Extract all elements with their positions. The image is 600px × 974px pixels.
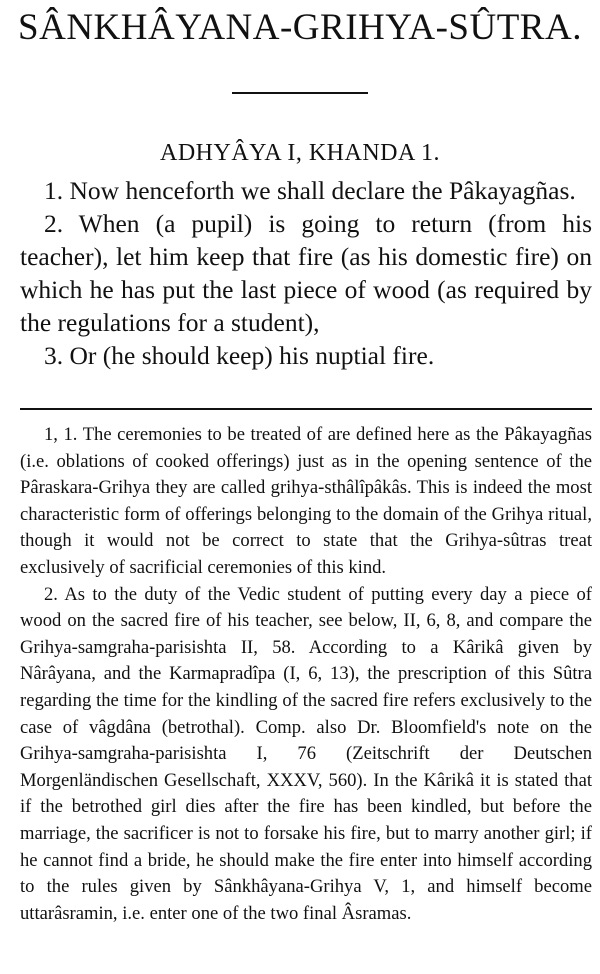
section-heading: ADHYÂYA I, KHANDA 1. xyxy=(160,140,440,166)
page-title: SÂNKHÂYANA-GRIHYA-SÛTRA. xyxy=(18,7,582,48)
sutra-2: 2. When (a pupil) is going to return (from his teacher), let him keep that fire (as his domestic fire) on which he has put the last piece of wood (as required by the regulations for a student), xyxy=(20,209,592,337)
footnotes xyxy=(20,422,592,927)
sutra-1: 1. Now henceforth we shall declare the Pâkayagñas. xyxy=(44,176,576,205)
sutra-text xyxy=(20,174,592,372)
footnote-2: 2. As to the duty of the Vedic student of putting every day a piece of wood on the sacred fire of his teacher, see below, II, 6, 8, and compare the Grihya-samgraha-parisishta II, 58. According to a Kârikâ given by Nârâyana, and the Karmapradîpa (I, 6, 13), the prescription of this Sûtra regarding the time for the kindling of the sacred fire refers exclusively to the case of vâgdâna (betrothal). Comp. also Dr. Bloomfield's note on the Grihya-samgraha-parisishta I, 76 (Zeitschrift der Deutschen Morgenländischen Gesellschaft, XXXV, 560). In the Kârikâ it is stated that if the betrothed girl dies after the fire has been kindled, but before the marriage, the sacrificer is not to forsake his fire, but to marry another girl; if he cannot find a bride, he should make the fire enter into himself according to the rules given by Sânkhâyana-Grihya V, 1, and himself become uttarâsramin, i.e. enter one of the two final Âsramas. xyxy=(20,583,592,924)
title-rule xyxy=(232,92,368,94)
footnote-1: 1, 1. The ceremonies to be treated of are defined here as the Pâkayagñas (i.e. oblations of cooked offerings) just as in the opening sentence of the Pâraskara-Grihya they are called grihya-sthâlîpâkâs. This is indeed the most characteristic form of offerings belonging to the domain of the Grihya ritual, though it would not be correct to state that the Grihya-sûtras treat exclusively of sacrificial ceremonies of this kind. xyxy=(20,424,592,578)
footnote-rule xyxy=(20,408,592,410)
sutra-3: 3. Or (he should keep) his nuptial fire. xyxy=(44,341,435,370)
